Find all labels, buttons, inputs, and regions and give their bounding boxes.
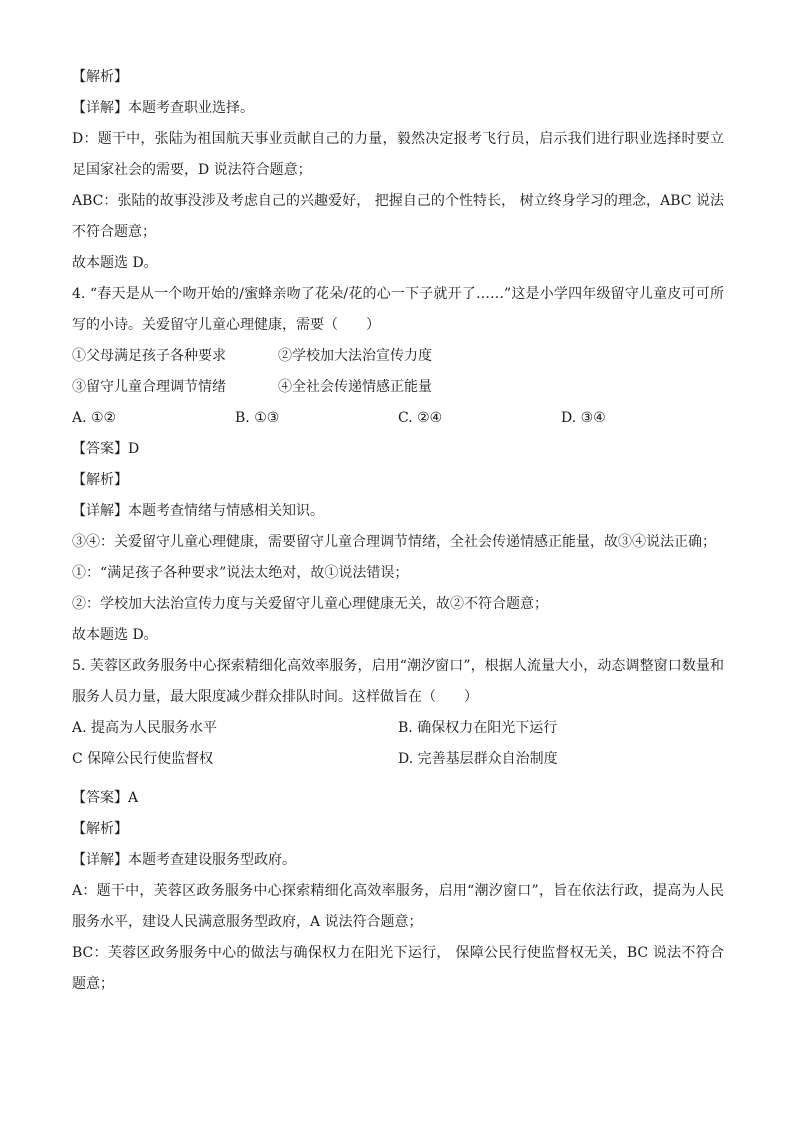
q4-item-3: ③留守儿童合理调节情绪: [72, 379, 226, 395]
q5-answer: 【答案】A: [72, 790, 139, 806]
q4-option-d: D. ③④: [561, 410, 606, 426]
q3-d-explanation: D：题干中，张陆为祖国航天事业贡献自己的力量，毅然决定报考飞行员，启示我们进行职业选择时要立足国家社会的需要，D 说法符合题意；: [72, 131, 724, 178]
q5-stem: 5. 芙蓉区政务服务中心探索精细化高效率服务，启用“潮汐窗口”，根据人流量大小，动态调整窗口数量和服务人员力量，最大限度减少群众排队时间。这样做旨在（ ）: [72, 658, 724, 705]
q4-item-4: ④全社会传递情感正能量: [278, 379, 432, 395]
q3-analysis-label: 【解析】: [72, 69, 128, 85]
q4-conclusion: 故本题选 D。: [72, 627, 158, 643]
q5-bc-explanation: BC：芙蓉区政务服务中心的做法与确保权力在阳光下运行， 保障公民行使监督权无关，BC 说法不符合题意；: [72, 945, 724, 992]
q3-abc-explanation: ABC：张陆的故事没涉及考虑自己的兴趣爱好， 把握自己的个性特长， 树立终身学习的理念，ABC 说法不符合题意；: [72, 193, 724, 240]
q4-option-c: C. ②④: [398, 410, 443, 426]
q5-option-b: B. 确保权力在阳光下运行: [398, 720, 558, 736]
spacer: [72, 775, 724, 783]
q5-options-row1: [72, 713, 724, 744]
q4-options: [72, 403, 724, 434]
q5-option-d: D. 完善基层群众自治制度: [398, 751, 558, 767]
q5-detail: 【详解】本题考查建设服务型政府。: [72, 852, 296, 868]
document-page: [72, 62, 724, 1000]
q4-item-2: ②学校加大法治宣传力度: [278, 348, 432, 364]
q4-stem: 4. “春天是从一个吻开始的/蜜蜂亲吻了花朵/花的心一下子就开了……”这是小学四年级留守儿童皮可可所写的小诗。关爱留守儿童心理健康，需要（ ）: [72, 286, 724, 333]
q5-analysis-label: 【解析】: [72, 821, 128, 837]
q4-item-1: ①父母满足孩子各种要求: [72, 348, 226, 364]
q5-option-a: A. 提高为人民服务水平: [72, 720, 218, 736]
q4-explanation-2: ②：学校加大法治宣传力度与关爱留守儿童心理健康无关，故②不符合题意；: [72, 596, 548, 612]
q4-analysis-label: 【解析】: [72, 472, 128, 488]
q4-items-row2: [72, 372, 724, 403]
q4-option-b: B. ①③: [235, 410, 280, 426]
q4-option-a: A. ①②: [72, 410, 117, 426]
q4-detail: 【详解】本题考查情绪与情感相关知识。: [72, 503, 324, 519]
q4-explanation-34: ③④：关爱留守儿童心理健康，需要留守儿童合理调节情绪，全社会传递情感正能量，故③④说法正确；: [72, 534, 716, 550]
q4-answer: 【答案】D: [72, 441, 140, 457]
q4-items-row1: [72, 341, 724, 372]
q3-detail: 【详解】本题考查职业选择。: [72, 100, 254, 116]
q5-options-row2: [72, 744, 724, 775]
q5-a-explanation: A：题干中，芙蓉区政务服务中心探索精细化高效率服务，启用“潮汐窗口”，旨在依法行政，提高为人民服务水平，建设人民满意服务型政府，A 说法符合题意；: [72, 883, 724, 930]
q5-option-c: C 保障公民行使监督权: [72, 751, 214, 767]
q3-conclusion: 故本题选 D。: [72, 255, 158, 271]
q4-explanation-1: ①：“满足孩子各种要求”说法太绝对，故①说法错误；: [72, 565, 409, 581]
